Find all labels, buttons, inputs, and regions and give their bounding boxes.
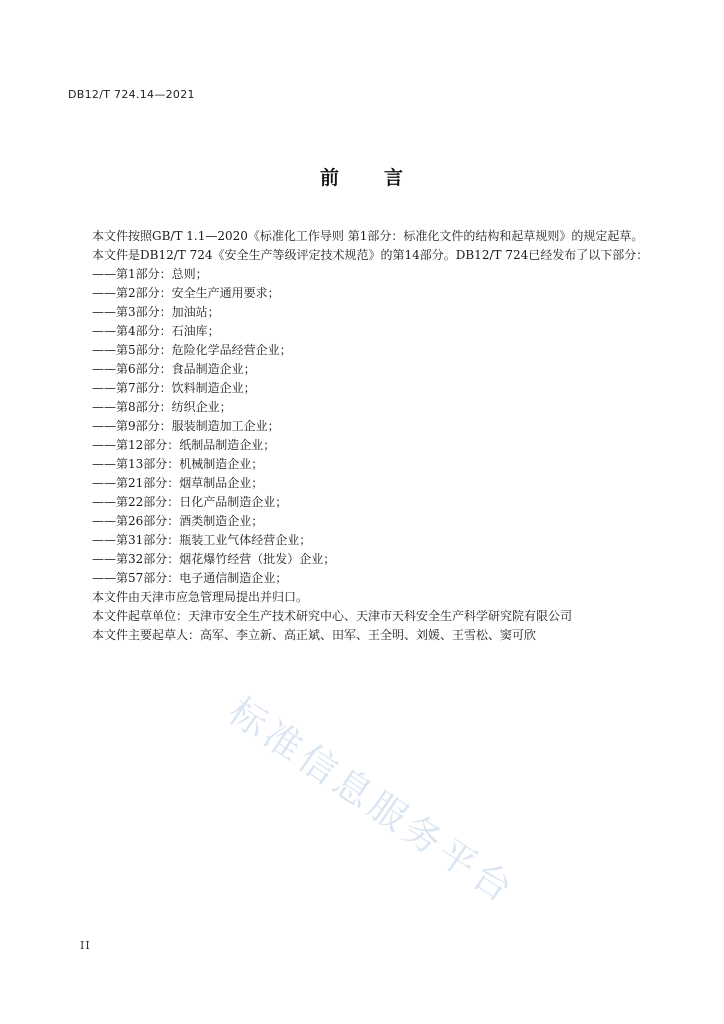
list-item: ——第13部分：机械制造企业；	[92, 457, 264, 471]
list-item: ——第32部分：烟花爆竹经营（批发）企业；	[92, 552, 336, 566]
list-item: ——第31部分：瓶装工业气体经营企业；	[92, 533, 312, 547]
main-drafters: 本文件主要起草人：高军、李立新、高正斌、田军、王全明、刘媛、王雪松、窦可欣	[92, 628, 537, 642]
title-char-1: 前	[319, 167, 340, 189]
list-item: ——第3部分：加油站；	[92, 305, 220, 319]
list-item: ——第6部分：食品制造企业；	[92, 362, 256, 376]
list-item: ——第9部分：服装制造加工企业；	[92, 419, 280, 433]
list-item: ——第1部分：总则；	[92, 267, 208, 281]
foreword-body	[68, 227, 656, 645]
list-item: ——第21部分：烟草制品企业；	[92, 476, 264, 490]
watermark: 标准信息服务平台	[220, 689, 524, 913]
list-item: ——第22部分：日化产品制造企业；	[92, 495, 288, 509]
list-item: ——第26部分：酒类制造企业；	[92, 514, 264, 528]
drafting-organizations: 本文件起草单位：天津市安全生产技术研究中心、天津市天科安全生产科学研究院有限公司	[92, 609, 573, 623]
page-number: II	[80, 939, 91, 952]
list-item: ——第4部分：石油库；	[92, 324, 220, 338]
proposer-statement: 本文件由天津市应急管理局提出并归口。	[92, 590, 309, 604]
document-code: DB12/T 724.14—2021	[68, 88, 195, 101]
parts-intro-paragraph: 本文件是DB12/T 724《安全生产等级评定技术规范》的第14部分。DB12/T 724已经发布了以下部分：	[92, 248, 649, 262]
title-char-2: 言	[384, 167, 405, 189]
list-item: ——第57部分：电子通信制造企业；	[92, 571, 288, 585]
list-item: ——第8部分：纺织企业；	[92, 400, 232, 414]
list-item: ——第5部分：危险化学品经营企业；	[92, 343, 292, 357]
list-item: ——第12部分：纸制品制造企业；	[92, 438, 276, 452]
drafting-rule-paragraph: 本文件按照GB/T 1.1—2020《标准化工作导则 第1部分：标准化文件的结构和起草规则》的规定起草。	[92, 229, 644, 243]
list-item: ——第7部分：饮料制造企业；	[92, 381, 256, 395]
page-title	[0, 163, 724, 190]
list-item: ——第2部分：安全生产通用要求；	[92, 286, 280, 300]
parts-list	[68, 265, 656, 588]
